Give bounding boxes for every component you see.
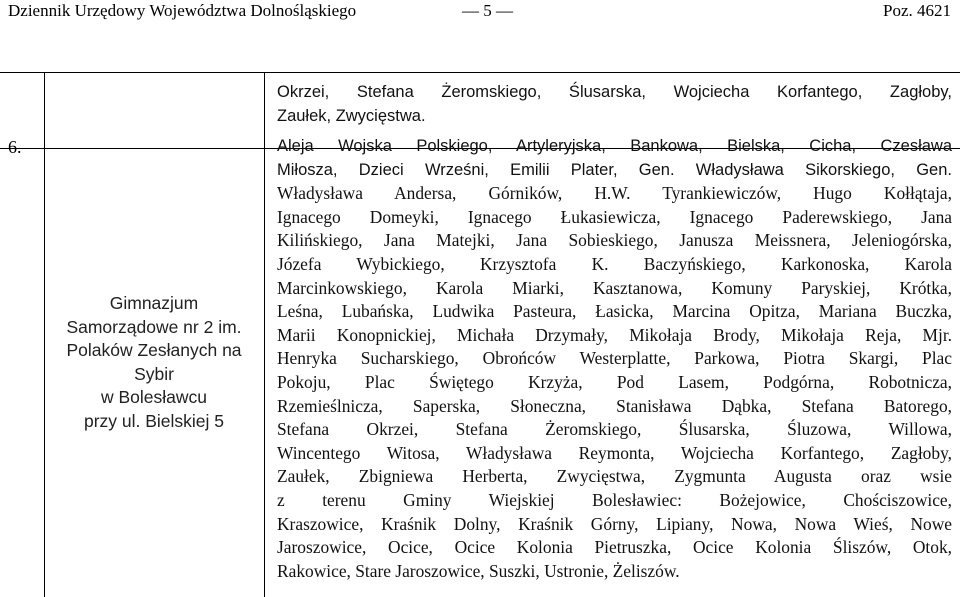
text-line: Aleja Wojska Polskiego, Artyleryjska, Bankowa, Bielska, Cicha, Czesława — [277, 137, 952, 155]
page-number: — 5 — — [462, 1, 513, 20]
text-line: Władysława Andersa, Górników, H.W. Tyrankiewiczów, Hugo Kołłątaja, — [277, 183, 952, 204]
text-line: Józefa Wybickiego, Krzysztofa K. Baczyńskiego, Karkonoska, Karola — [277, 253, 952, 274]
school-line: w Bolesławcu — [100, 387, 208, 407]
school-name — [50, 292, 258, 433]
text-line: Rakowice, Stare Jaroszowice, Suszki, Ustronie, Żeliszów. — [277, 560, 680, 581]
text-line: Wincentego Witosa, Władysława Reymonta, Wojciecha Korfantego, Zagłoby, — [277, 442, 952, 463]
text-line: Okrzei, Stefana Żeromskiego, Ślusarska, Wojciecha Korfantego, Zagłoby, — [277, 83, 952, 101]
district-streets — [277, 135, 952, 583]
school-line: Samorządowe nr 2 im. — [66, 316, 242, 337]
previous-entry-streets — [277, 81, 952, 128]
text-line: Kraszowice, Kraśnik Dolny, Kraśnik Górny, Lipiany, Nowa, Nowa Wieś, Nowe — [277, 513, 952, 534]
text-line: Kilińskiego, Jana Matejki, Jana Sobieskiego, Janusza Meissnera, Jeleniogórska, — [277, 230, 952, 251]
text-line: Marii Konopnickiej, Michała Drzymały, Mikołaja Brody, Mikołaja Reja, Mjr. — [277, 324, 952, 345]
text-line: Marcinkowskiego, Karola Miarki, Kasztanowa, Komuny Paryskiej, Krótka, — [277, 277, 952, 298]
text-line: Stefana Okrzei, Stefana Żeromskiego, Ślusarska, Śluzowa, Willowa, — [277, 419, 952, 440]
text-line: Leśna, Lubańska, Ludwika Pasteura, Łasicka, Marcina Opitza, Mariana Buczka, — [277, 301, 952, 322]
table-top-border — [0, 72, 960, 73]
school-line: Sybir — [134, 363, 174, 384]
text-line: Pokoju, Plac Świętego Krzyża, Pod Lasem, Podgórna, Robotnicza, — [277, 371, 952, 392]
column-divider-2 — [264, 72, 265, 597]
text-line: Rzemieślnicza, Saperska, Słoneczna, Stanisława Dąbka, Stefana Batorego, — [277, 395, 952, 416]
text-line: Zaułek, Zbigniewa Herberta, Zwycięstwa, Zygmunta Augusta oraz wsie — [277, 466, 952, 487]
text-line: Miłosza, Dzieci Wrześni, Emilii Plater, Gen. Władysława Sikorskiego, Gen. — [277, 160, 952, 179]
entry-number: 6. — [8, 137, 22, 157]
position-number: Poz. 4621 — [883, 1, 951, 20]
school-line: przy ul. Bielskiej 5 — [83, 410, 225, 431]
text-line: Ignacego Domeyki, Ignacego Łukasiewicza, Ignacego Paderewskiego, Jana — [277, 206, 952, 227]
school-line: Polaków Zesłanych na — [66, 340, 242, 360]
page-header — [0, 0, 960, 24]
text-line: Zaułek, Zwycięstwa. — [277, 106, 426, 125]
text-line: z terenu Gminy Wiejskiej Bolesławiec: Bożejowice, Chościszowice, — [277, 489, 952, 510]
text-line: Jaroszowice, Ocice, Ocice Kolonia Pietruszka, Ocice Kolonia Śliszów, Otok, — [277, 537, 952, 558]
column-divider-1 — [44, 72, 45, 597]
school-line: Gimnazjum — [109, 293, 199, 313]
journal-title: Dziennik Urzędowy Województwa Dolnośląskiego — [8, 1, 357, 20]
text-line: Henryka Sucharskiego, Obrońców Westerplatte, Parkowa, Piotra Skargi, Plac — [277, 348, 952, 369]
